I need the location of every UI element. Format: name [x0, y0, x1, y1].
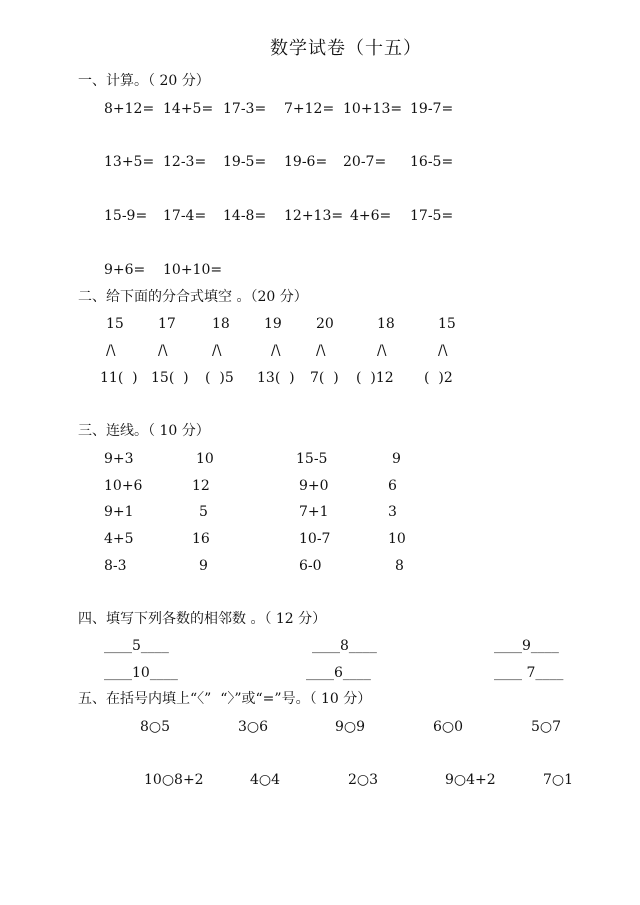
section2-heading: 二、给下面的分合式填空 。（20 分） [78, 289, 308, 305]
split-top-number: 15 [438, 316, 456, 332]
split-branch: /\ [271, 343, 281, 359]
calc-item: 14-8= [223, 208, 267, 224]
match-expression: 8-3 [104, 558, 127, 574]
calc-item: 20-7= [343, 154, 387, 170]
match-expression: 6-0 [299, 558, 322, 574]
split-bottom: 7( ) [310, 370, 339, 386]
compare-item: 7○1 [543, 772, 574, 788]
match-value: 10 [196, 451, 214, 467]
calc-item: 14+5= [163, 101, 214, 117]
calc-item: 17-5= [410, 208, 454, 224]
split-branch: /\ [316, 343, 326, 359]
section5-heading: 五、在括号内填上“〈” “〉”或“=”号。（ 10 分） [78, 691, 372, 707]
calc-item: 12-3= [163, 154, 207, 170]
calc-item: 16-5= [410, 154, 454, 170]
split-top-number: 18 [212, 316, 230, 332]
compare-item: 4○4 [250, 772, 281, 788]
calc-item: 8+12= [104, 101, 155, 117]
match-value: 6 [388, 478, 397, 494]
split-bottom: 15( ) [151, 370, 189, 386]
neighbor-blank: ____6____ [306, 665, 371, 681]
match-value: 3 [388, 504, 397, 520]
compare-item: 2○3 [348, 772, 379, 788]
compare-item: 5○7 [531, 719, 562, 735]
compare-item: 9○9 [335, 719, 366, 735]
split-branch: /\ [438, 343, 448, 359]
split-branch: /\ [212, 343, 222, 359]
split-bottom: 11( ) [100, 370, 138, 386]
calc-item: 13+5= [104, 154, 155, 170]
calc-item: 19-5= [223, 154, 267, 170]
match-expression: 9+0 [299, 478, 329, 494]
neighbor-blank: ____ 7____ [494, 665, 564, 681]
match-expression: 15-5 [296, 451, 328, 467]
match-value: 8 [395, 558, 404, 574]
compare-item: 3○6 [238, 719, 269, 735]
split-bottom: ( )5 [205, 370, 234, 386]
calc-item: 19-6= [284, 154, 328, 170]
split-bottom: ( )12 [356, 370, 394, 386]
match-value: 5 [199, 504, 208, 520]
compare-item: 10○8+2 [144, 772, 204, 788]
match-value: 9 [392, 451, 401, 467]
match-value: 10 [388, 531, 406, 547]
match-value: 9 [199, 558, 208, 574]
compare-item: 8○5 [140, 719, 171, 735]
calc-item: 7+12= [284, 101, 335, 117]
compare-item: 6○0 [433, 719, 464, 735]
calc-item: 12+13= [284, 208, 344, 224]
calc-item: 15-9= [104, 208, 148, 224]
section3-heading: 三、连线。（ 10 分） [78, 423, 210, 439]
calc-item: 4+6= [350, 208, 392, 224]
neighbor-blank: ____5____ [104, 638, 169, 654]
calc-item: 17-4= [163, 208, 207, 224]
neighbor-blank: ____8____ [312, 638, 377, 654]
neighbor-blank: ____9____ [494, 638, 559, 654]
match-expression: 4+5 [104, 531, 134, 547]
match-value: 16 [192, 531, 210, 547]
neighbor-blank: ____10____ [104, 665, 178, 681]
section1-heading: 一、计算。（ 20 分） [78, 73, 210, 89]
match-expression: 9+3 [104, 451, 134, 467]
split-branch: /\ [106, 343, 116, 359]
match-expression: 10-7 [299, 531, 331, 547]
split-top-number: 19 [264, 316, 282, 332]
split-bottom: ( )2 [424, 370, 453, 386]
split-branch: /\ [158, 343, 168, 359]
split-top-number: 18 [377, 316, 395, 332]
calc-item: 19-7= [410, 101, 454, 117]
match-expression: 9+1 [104, 504, 134, 520]
calc-item: 17-3= [223, 101, 267, 117]
split-top-number: 15 [106, 316, 124, 332]
split-bottom: 13( ) [257, 370, 295, 386]
compare-item: 9○4+2 [445, 772, 496, 788]
page-title: 数学试卷（十五） [270, 38, 422, 59]
calc-item: 10+13= [343, 101, 403, 117]
split-top-number: 17 [158, 316, 176, 332]
split-branch: /\ [377, 343, 387, 359]
match-expression: 7+1 [299, 504, 329, 520]
split-top-number: 20 [316, 316, 334, 332]
match-expression: 10+6 [104, 478, 143, 494]
calc-item: 10+10= [163, 262, 223, 278]
match-value: 12 [192, 478, 210, 494]
calc-item: 9+6= [104, 262, 146, 278]
section4-heading: 四、填写下列各数的相邻数 。（ 12 分） [78, 611, 327, 627]
